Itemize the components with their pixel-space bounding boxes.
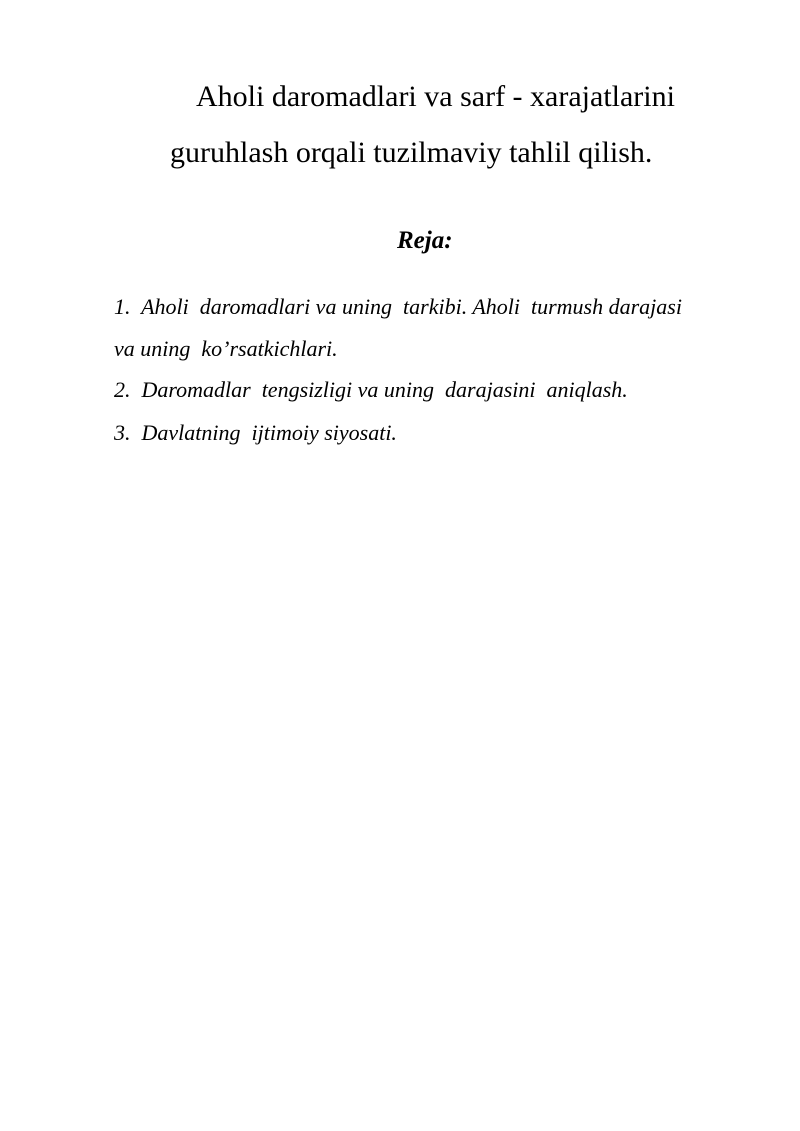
plan-item-3: 3. Davlatning ijtimoiy siyosati. — [114, 420, 397, 445]
document-title-line-1: Aholi daromadlari va sarf - xarajatlarini — [196, 80, 675, 113]
plan-heading: Reja: — [397, 227, 453, 254]
plan-item-1-line-1: 1. Aholi daromadlari va uning tarkibi. Aholi turmush darajasi — [114, 294, 682, 319]
plan-item-1-line-2: va uning ko’rsatkichlari. — [114, 336, 338, 361]
document-title-line-2: guruhlash orqali tuzilmaviy tahlil qilish. — [170, 136, 653, 169]
plan-item-2: 2. Daromadlar tengsizligi va uning darajasini aniqlash. — [114, 377, 628, 402]
